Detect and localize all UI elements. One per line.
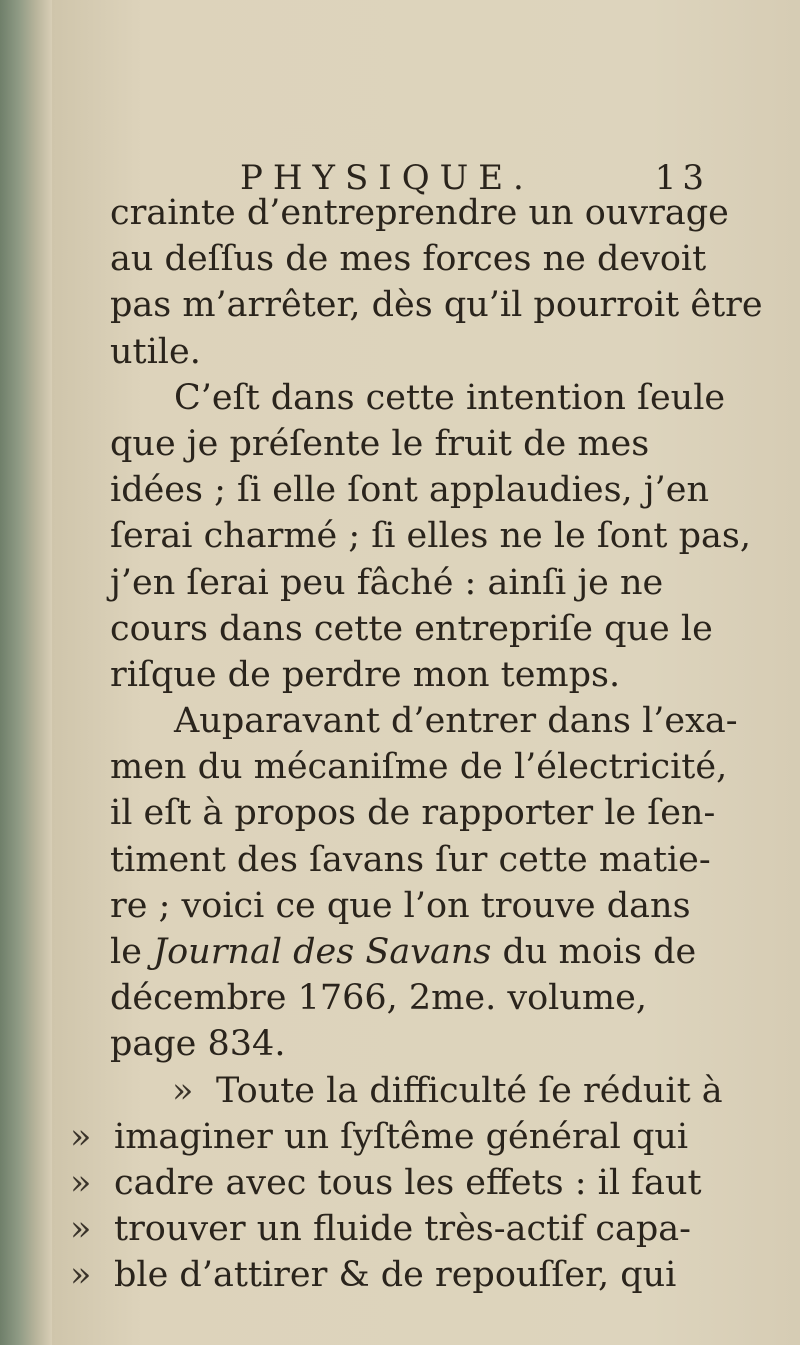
quote-text: cadre avec tous les effets : il faut	[114, 1162, 702, 1203]
quote-text: ble d’attirer & de repouſſer, qui	[114, 1255, 677, 1296]
header-title: PHYSIQUE.	[240, 158, 534, 198]
text-line: il eſt à propos de rapporter le ſen-	[110, 793, 716, 834]
journal-title: Journal des Savans	[153, 932, 492, 972]
quote-line	[110, 1071, 730, 1117]
text-line: timent des ſavans ſur cette matie-	[110, 839, 711, 880]
text-line: crainte d’entreprendre un ouvrage	[110, 193, 729, 233]
text-line: idées ; ſi elle ſont applaudies, j’en	[110, 470, 710, 511]
text-line: ſerai charmé ; ſi elles ne le ſont pas,	[110, 516, 751, 557]
text-line: C’eſt dans cette intention ſeule	[174, 377, 726, 418]
text-line: au deſſus de mes forces ne devoit	[110, 239, 707, 280]
quote-line	[70, 1209, 730, 1255]
quote-mark: »	[70, 1255, 92, 1296]
text-line: men du mécaniſme de l’électricité,	[110, 747, 728, 788]
quote-text: trouver un fluide très-actif capa-	[114, 1209, 691, 1250]
quote-mark: »	[70, 1116, 92, 1157]
page-number: 13	[654, 158, 710, 198]
quote-text: Toute la difficulté ſe réduit à	[216, 1070, 723, 1111]
quote-mark: »	[70, 1162, 92, 1203]
quote-line	[70, 1255, 730, 1301]
text-line: riſque de perdre mon temps.	[110, 654, 621, 695]
journal-before: le	[110, 932, 154, 972]
quote-line	[70, 1163, 730, 1209]
quote-mark: »	[172, 1070, 194, 1111]
text-line: pas m’arrêter, dès qu’il pourroit être	[110, 285, 763, 326]
quote-mark: »	[70, 1209, 92, 1250]
text-line: cours dans cette entrepriſe que le	[110, 608, 713, 649]
text-line-journal	[110, 932, 730, 978]
quote-line	[70, 1117, 730, 1163]
text-line: que je préſente le fruit de mes	[110, 423, 650, 464]
quote-text: imaginer un ſyſtême général qui	[114, 1116, 689, 1157]
text-line: décembre 1766, 2me. volume,	[110, 978, 647, 1019]
text-line: utile.	[110, 331, 201, 372]
text-line: Auparavant d’entrer dans l’exa-	[174, 701, 738, 742]
body-text	[70, 193, 763, 1302]
text-line: page 834.	[110, 1024, 286, 1065]
running-header	[240, 158, 710, 198]
book-binding	[0, 0, 52, 1345]
text-line: re ; voici ce que l’on trouve dans	[110, 885, 691, 926]
text-line: j’en ſerai peu fâché : ainſi je ne	[110, 562, 664, 603]
journal-after: du mois de	[491, 932, 697, 972]
